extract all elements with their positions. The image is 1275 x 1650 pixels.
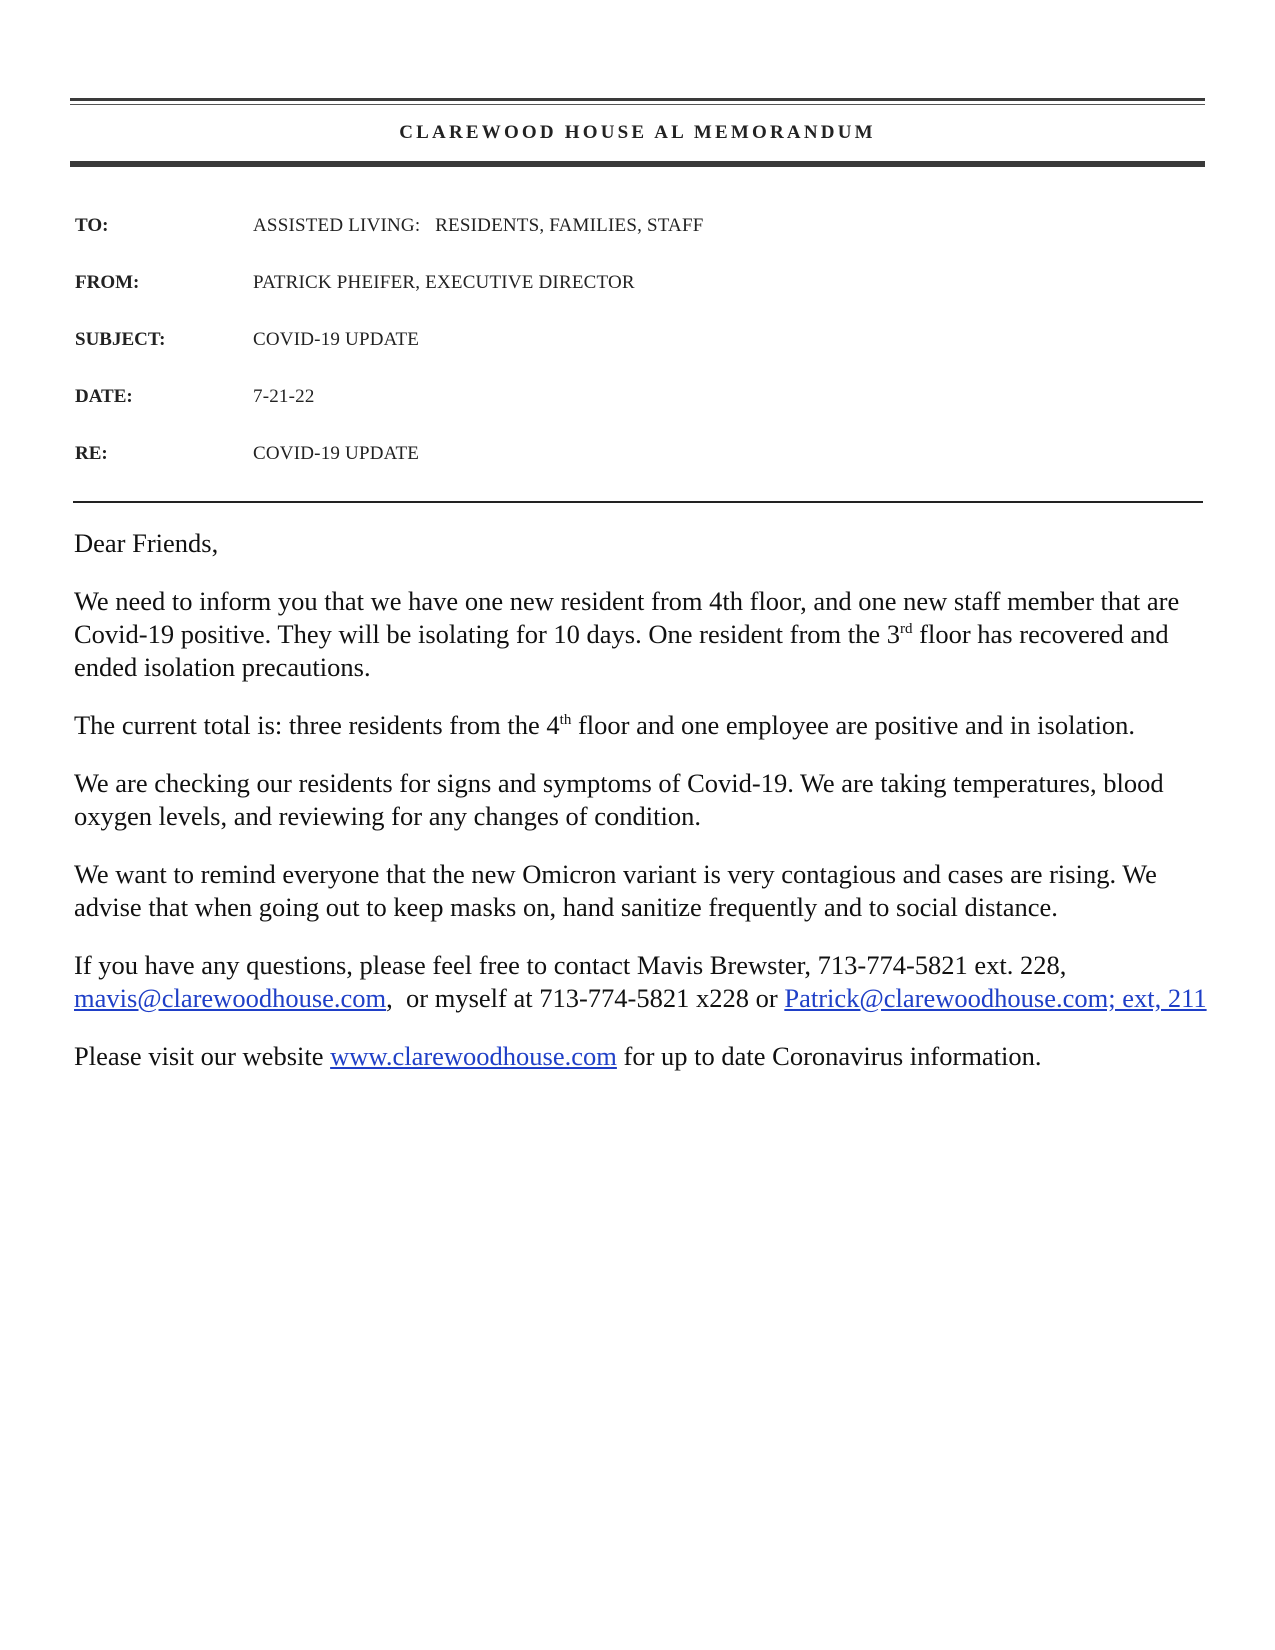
field-re-label: RE: (75, 443, 108, 464)
paragraph-new-cases (74, 585, 1214, 684)
paragraph-current-total-text-a: The current total is: three residents from the 4 (74, 710, 560, 740)
paragraph-reminder: We want to remind everyone that the new Omicron variant is very contagious and cases are rising. We advise that when going out to keep masks on, hand sanitize frequently and to social distance. (74, 859, 1157, 922)
greeting: Dear Friends, (74, 528, 219, 558)
field-from-value: PATRICK PHEIFER, EXECUTIVE DIRECTOR (253, 272, 635, 293)
field-subject-label: SUBJECT: (75, 329, 166, 350)
field-date-label: DATE: (75, 386, 133, 407)
memo-title: CLAREWOOD HOUSE AL MEMORANDUM (399, 122, 876, 143)
superscript-rd: rd (900, 621, 913, 638)
header-bottom-rule (70, 161, 1205, 167)
field-to-value: ASSISTED LIVING: RESIDENTS, FAMILIES, STAFF (253, 215, 704, 236)
header-top-thin-rule (70, 104, 1205, 105)
website-link[interactable]: www.clarewoodhouse.com (330, 1041, 617, 1071)
paragraph-current-total (74, 709, 1214, 742)
header-top-rule (70, 98, 1205, 101)
mavis-email-link[interactable]: mavis@clarewoodhouse.com (74, 983, 387, 1013)
paragraph-contact (74, 949, 1214, 1015)
paragraph-website-text-a: Please visit our website (74, 1041, 331, 1071)
memo-body (74, 527, 1214, 1098)
field-to-label: TO: (75, 215, 109, 236)
paragraph-website-text-b: for up to date Coronavirus information. (616, 1041, 1042, 1071)
paragraph-contact-text-a: If you have any questions, please feel free to contact Mavis Brewster, 713-774-5821 ext. 228, (74, 950, 1067, 980)
paragraph-website (74, 1040, 1214, 1073)
paragraph-current-total-text-b: floor and one employee are positive and in isolation. (571, 710, 1136, 740)
superscript-th: th (559, 712, 572, 729)
field-from-label: FROM: (75, 272, 140, 293)
field-re-value: COVID-19 UPDATE (253, 443, 420, 464)
paragraph-checking: We are checking our residents for signs and symptoms of Covid-19. We are taking temperatures, blood oxygen levels, and reviewing for any changes of condition. (74, 768, 1164, 831)
patrick-email-link[interactable]: Patrick@clarewoodhouse.com; ext, 211 (784, 983, 1207, 1013)
paragraph-new-cases-text-a: We need to inform you that we have one new resident from 4th floor, and one new staff member that are Covid-19 positive. They will be isolating for 10 days. One resident from the 3 (74, 586, 1180, 649)
paragraph-contact-text-b: , or myself at 713-774-5821 x228 or (386, 983, 785, 1013)
paragraph-new-cases-text-b: floor has recovered and ended isolation precautions. (74, 619, 1169, 682)
header-divider (73, 501, 1203, 503)
field-subject-value: COVID-19 UPDATE (253, 329, 420, 350)
field-date-value: 7-21-22 (253, 386, 315, 407)
